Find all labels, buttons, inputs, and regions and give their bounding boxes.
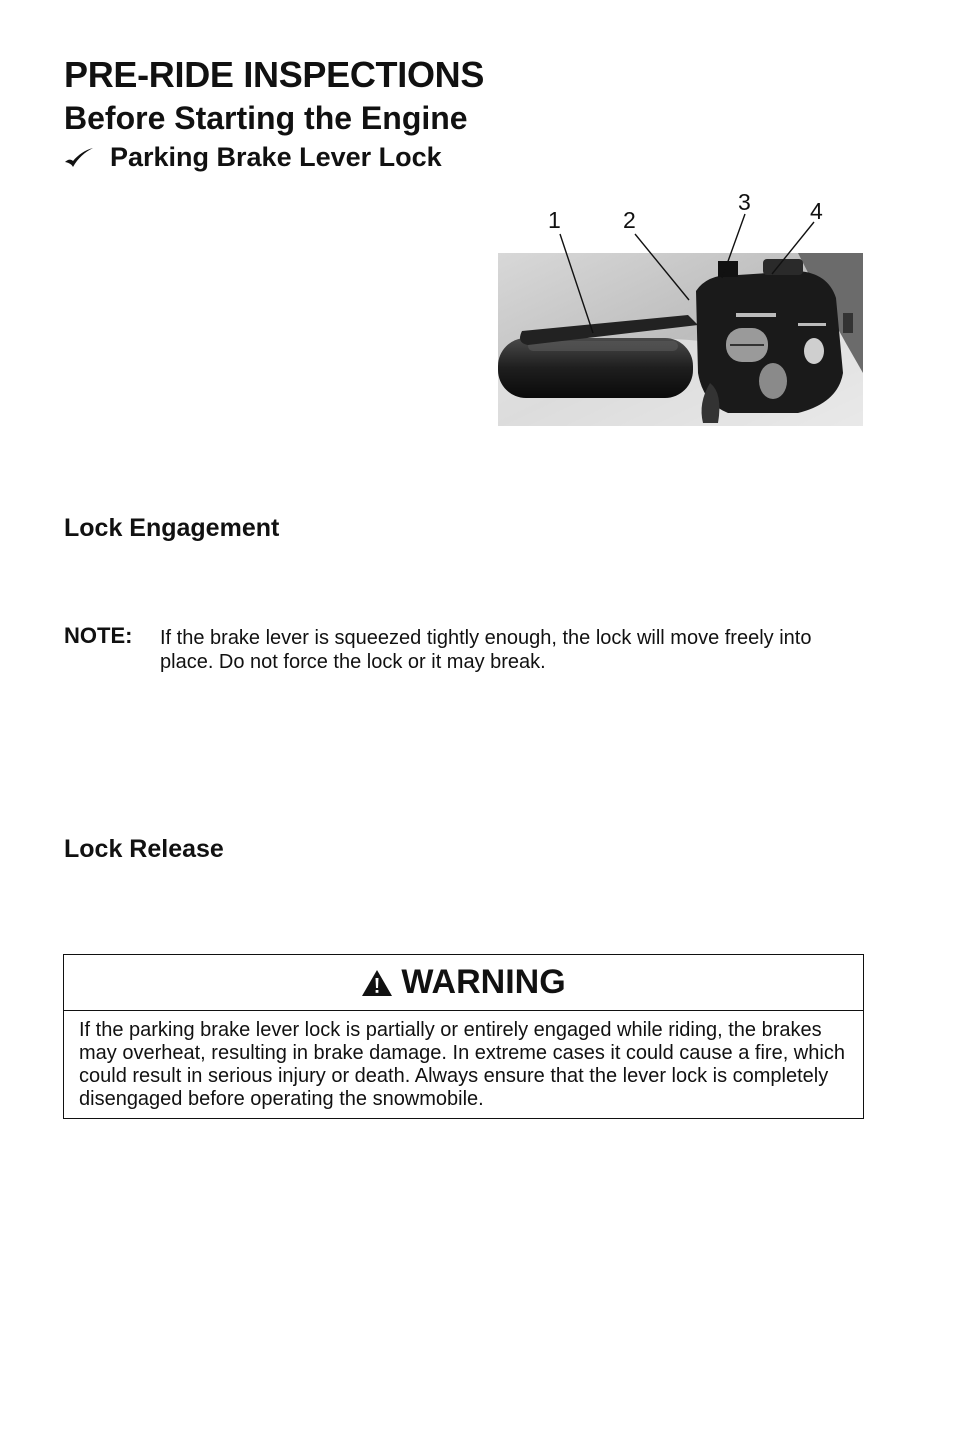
brake-lever-figure bbox=[496, 190, 864, 428]
lock-engagement-heading: Lock Engagement bbox=[64, 514, 280, 542]
callout-4: 4 bbox=[810, 198, 823, 224]
lock-release-heading: Lock Release bbox=[64, 835, 224, 863]
page-subtitle: Before Starting the Engine bbox=[64, 100, 468, 136]
callout-1: 1 bbox=[548, 207, 561, 233]
section-heading bbox=[64, 140, 442, 174]
callout-leader-lines bbox=[496, 190, 864, 428]
callout-2: 2 bbox=[623, 207, 636, 233]
warning-title: WARNING bbox=[401, 963, 566, 1001]
section-heading-text: Parking Brake Lever Lock bbox=[110, 142, 442, 172]
warning-triangle-icon bbox=[361, 969, 393, 997]
note-text: If the brake lever is squeezed tightly enough, the lock will move freely into place. Do not force the lock or it may break. bbox=[160, 627, 812, 673]
checkmark-icon bbox=[64, 146, 94, 168]
warning-box bbox=[63, 954, 864, 1119]
note-label: NOTE: bbox=[64, 623, 133, 648]
page-title: PRE-RIDE INSPECTIONS bbox=[64, 54, 485, 95]
warning-text: If the parking brake lever lock is partially or entirely engaged while riding, the brakes may overheat, resulting in brake damage. In extreme cases it could cause a fire, which could result in serious injury or death. Always ensure that the lever lock is completely disengaged before operating the snowmobile. bbox=[79, 1019, 845, 1110]
warning-header bbox=[64, 955, 863, 1011]
callout-3: 3 bbox=[738, 189, 751, 215]
